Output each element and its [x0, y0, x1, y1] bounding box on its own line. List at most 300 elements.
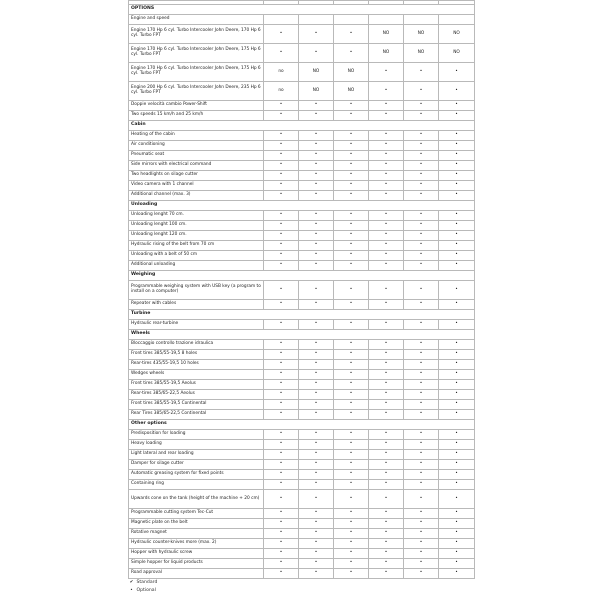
- table-row: [129, 460, 475, 470]
- bullet-icon: •: [130, 588, 133, 593]
- option-label: Heating of the cabin: [129, 131, 264, 141]
- option-value-cell: •: [439, 101, 475, 111]
- option-value-cell: •: [264, 380, 299, 390]
- option-value-cell: •: [264, 261, 299, 271]
- option-value-cell: •: [264, 161, 299, 171]
- option-value-cell: •: [334, 191, 369, 201]
- option-value-cell: [404, 15, 439, 25]
- option-value-cell: •: [299, 509, 334, 519]
- table-row: [129, 320, 475, 330]
- option-value-cell: •: [439, 211, 475, 221]
- option-value-cell: •: [439, 320, 475, 330]
- option-value-cell: •: [334, 440, 369, 450]
- option-value-cell: •: [369, 241, 404, 251]
- option-value-cell: •: [299, 390, 334, 400]
- option-value-cell: •: [264, 241, 299, 251]
- section-title: Unloading: [129, 201, 475, 211]
- legend-standard: [128, 579, 157, 587]
- option-value-cell: •: [369, 340, 404, 350]
- option-value-cell: •: [404, 320, 439, 330]
- option-value-cell: •: [404, 191, 439, 201]
- option-value-cell: •: [404, 231, 439, 241]
- option-value-cell: •: [439, 261, 475, 271]
- table-row: [129, 82, 475, 101]
- option-value-cell: •: [439, 549, 475, 559]
- table-row: [129, 490, 475, 509]
- option-value-cell: •: [334, 350, 369, 360]
- option-label: Two speeds 15 km/h and 25 km/h: [129, 111, 264, 121]
- option-label: Programmable cutting system Tec-Cut: [129, 509, 264, 519]
- option-value-cell: •: [334, 549, 369, 559]
- option-value-cell: NO: [334, 82, 369, 101]
- option-label: Unloading lenght 100 cm.: [129, 221, 264, 231]
- table-row: [129, 450, 475, 460]
- option-value-cell: •: [334, 410, 369, 420]
- option-value-cell: •: [334, 559, 369, 569]
- option-value-cell: •: [334, 211, 369, 221]
- option-label: Front tires 385/55-19,5 8 holes: [129, 350, 264, 360]
- option-value-cell: •: [439, 251, 475, 261]
- option-label: Rear Tires 385/65-22,5 Continental: [129, 410, 264, 420]
- option-value-cell: •: [369, 211, 404, 221]
- table-row: [129, 101, 475, 111]
- option-label: Containing ring: [129, 480, 264, 490]
- option-value-cell: •: [264, 340, 299, 350]
- option-label: Damper for silage cutter: [129, 460, 264, 470]
- option-value-cell: [439, 15, 475, 25]
- option-value-cell: •: [334, 111, 369, 121]
- option-value-cell: •: [299, 151, 334, 161]
- table-row: [129, 151, 475, 161]
- option-value-cell: •: [369, 360, 404, 370]
- option-value-cell: •: [439, 380, 475, 390]
- legend: [128, 579, 157, 595]
- option-label: Unloading with a belt of 50 cm: [129, 251, 264, 261]
- option-value-cell: [299, 15, 334, 25]
- option-value-cell: •: [334, 340, 369, 350]
- option-label: Heavy loading: [129, 440, 264, 450]
- section-row: [129, 420, 475, 430]
- option-value-cell: •: [369, 63, 404, 82]
- option-value-cell: •: [264, 509, 299, 519]
- option-value-cell: •: [334, 529, 369, 539]
- option-value-cell: •: [299, 231, 334, 241]
- option-value-cell: •: [369, 82, 404, 101]
- option-value-cell: •: [299, 241, 334, 251]
- option-value-cell: •: [369, 400, 404, 410]
- option-value-cell: •: [264, 171, 299, 181]
- option-value-cell: •: [439, 141, 475, 151]
- option-value-cell: •: [299, 141, 334, 151]
- section-row: [129, 5, 475, 15]
- table-row: [129, 370, 475, 380]
- option-value-cell: •: [439, 131, 475, 141]
- option-value-cell: •: [299, 559, 334, 569]
- option-value-cell: •: [369, 559, 404, 569]
- option-value-cell: •: [439, 300, 475, 310]
- option-value-cell: •: [439, 440, 475, 450]
- option-label: Rotative magnet: [129, 529, 264, 539]
- option-value-cell: [334, 15, 369, 25]
- option-value-cell: NO: [369, 44, 404, 63]
- option-value-cell: •: [264, 251, 299, 261]
- option-label: Hydraulic rear-turbine: [129, 320, 264, 330]
- option-value-cell: •: [369, 539, 404, 549]
- table-row: [129, 131, 475, 141]
- option-value-cell: •: [404, 430, 439, 440]
- option-value-cell: •: [264, 281, 299, 300]
- option-value-cell: •: [439, 509, 475, 519]
- option-value-cell: NO: [439, 25, 475, 44]
- option-value-cell: •: [404, 340, 439, 350]
- option-value-cell: NO: [334, 63, 369, 82]
- option-value-cell: •: [369, 370, 404, 380]
- option-value-cell: •: [439, 181, 475, 191]
- option-label: Engine and speed: [129, 15, 264, 25]
- section-row: [129, 330, 475, 340]
- option-value-cell: NO: [369, 25, 404, 44]
- option-value-cell: no: [264, 63, 299, 82]
- option-value-cell: •: [369, 171, 404, 181]
- option-value-cell: •: [404, 181, 439, 191]
- option-value-cell: •: [439, 171, 475, 181]
- option-value-cell: •: [334, 44, 369, 63]
- table-row: [129, 440, 475, 450]
- option-value-cell: •: [404, 569, 439, 579]
- option-value-cell: •: [299, 300, 334, 310]
- option-value-cell: •: [264, 519, 299, 529]
- option-label: Engine 170 Hp 6 cyl. Turbo Intercooler John Deere, 175 Hp 6 cyl. Turbo FPT: [129, 44, 264, 63]
- table-row: [129, 181, 475, 191]
- option-value-cell: •: [299, 450, 334, 460]
- option-value-cell: •: [369, 569, 404, 579]
- table-row: [129, 340, 475, 350]
- table-row: [129, 44, 475, 63]
- option-value-cell: •: [334, 370, 369, 380]
- option-label: Unloading lenght 120 cm.: [129, 231, 264, 241]
- option-value-cell: •: [299, 261, 334, 271]
- option-value-cell: •: [334, 360, 369, 370]
- option-value-cell: •: [299, 549, 334, 559]
- option-value-cell: •: [404, 82, 439, 101]
- option-value-cell: •: [264, 400, 299, 410]
- option-value-cell: •: [334, 450, 369, 460]
- option-value-cell: •: [264, 460, 299, 470]
- option-label: Additional unloading: [129, 261, 264, 271]
- table-row: [129, 380, 475, 390]
- option-value-cell: •: [404, 460, 439, 470]
- option-value-cell: •: [404, 539, 439, 549]
- option-value-cell: •: [439, 400, 475, 410]
- table-row: [129, 221, 475, 231]
- option-value-cell: •: [369, 111, 404, 121]
- table-row: [129, 569, 475, 579]
- table-row: [129, 261, 475, 271]
- option-value-cell: •: [404, 241, 439, 251]
- section-row: [129, 201, 475, 211]
- option-value-cell: •: [264, 141, 299, 151]
- option-value-cell: •: [334, 281, 369, 300]
- option-value-cell: •: [439, 529, 475, 539]
- option-value-cell: •: [439, 82, 475, 101]
- option-value-cell: •: [264, 569, 299, 579]
- section-title: Weighing: [129, 271, 475, 281]
- option-value-cell: •: [404, 549, 439, 559]
- option-value-cell: •: [334, 569, 369, 579]
- option-value-cell: •: [439, 63, 475, 82]
- table-row: [129, 400, 475, 410]
- option-value-cell: •: [299, 221, 334, 231]
- table-row: [129, 519, 475, 529]
- option-label: Magnetic plate on the belt: [129, 519, 264, 529]
- option-value-cell: •: [439, 231, 475, 241]
- option-value-cell: •: [264, 131, 299, 141]
- option-value-cell: •: [369, 161, 404, 171]
- section-row: [129, 121, 475, 131]
- option-value-cell: NO: [404, 25, 439, 44]
- option-label: Air conditioning: [129, 141, 264, 151]
- option-value-cell: •: [369, 529, 404, 539]
- option-value-cell: •: [404, 410, 439, 420]
- option-value-cell: •: [369, 300, 404, 310]
- option-value-cell: •: [369, 181, 404, 191]
- table-row: [129, 480, 475, 490]
- option-value-cell: •: [404, 360, 439, 370]
- option-value-cell: •: [439, 161, 475, 171]
- option-value-cell: •: [439, 350, 475, 360]
- option-value-cell: •: [404, 161, 439, 171]
- option-value-cell: •: [439, 470, 475, 480]
- option-value-cell: •: [369, 350, 404, 360]
- option-value-cell: •: [299, 131, 334, 141]
- table-row: [129, 559, 475, 569]
- option-value-cell: •: [264, 390, 299, 400]
- option-value-cell: •: [264, 410, 299, 420]
- option-value-cell: •: [404, 221, 439, 231]
- legend-optional: [128, 587, 157, 595]
- table-row: [129, 350, 475, 360]
- option-value-cell: •: [299, 460, 334, 470]
- section-row: [129, 310, 475, 320]
- option-value-cell: •: [369, 440, 404, 450]
- option-label: Repeater with cables: [129, 300, 264, 310]
- section-title: OPTIONS: [129, 5, 475, 15]
- option-value-cell: •: [404, 490, 439, 509]
- option-value-cell: •: [264, 539, 299, 549]
- option-value-cell: •: [334, 470, 369, 480]
- option-value-cell: •: [439, 340, 475, 350]
- option-value-cell: •: [369, 480, 404, 490]
- option-label: Pneumatic seat: [129, 151, 264, 161]
- option-value-cell: •: [299, 569, 334, 579]
- option-value-cell: •: [264, 549, 299, 559]
- table-row: [129, 430, 475, 440]
- table-row: [129, 241, 475, 251]
- section-title: Cabin: [129, 121, 475, 131]
- option-value-cell: •: [299, 25, 334, 44]
- option-value-cell: •: [369, 141, 404, 151]
- option-value-cell: •: [334, 320, 369, 330]
- option-value-cell: •: [334, 300, 369, 310]
- option-label: Hopper with hydraulic screw: [129, 549, 264, 559]
- option-value-cell: •: [264, 529, 299, 539]
- option-label: Engine 170 Hp 6 cyl. Turbo Intercooler John Deere, 175 Hp 6 cyl. Turbo FPT: [129, 63, 264, 82]
- option-value-cell: •: [264, 25, 299, 44]
- option-label: Front tires 385/55-19,5 Continental: [129, 400, 264, 410]
- option-value-cell: •: [404, 509, 439, 519]
- option-value-cell: •: [369, 390, 404, 400]
- option-value-cell: •: [439, 569, 475, 579]
- option-value-cell: •: [299, 101, 334, 111]
- option-value-cell: •: [369, 251, 404, 261]
- option-label: Wedges wheels: [129, 370, 264, 380]
- option-value-cell: •: [334, 151, 369, 161]
- option-value-cell: •: [369, 261, 404, 271]
- table-row: [129, 410, 475, 420]
- option-label: Engine 170 Hp 6 cyl. Turbo Intercooler John Deere, 170 Hp 6 cyl. Turbo FPT: [129, 25, 264, 44]
- option-value-cell: •: [334, 261, 369, 271]
- option-value-cell: •: [264, 300, 299, 310]
- option-value-cell: •: [439, 519, 475, 529]
- option-value-cell: •: [334, 25, 369, 44]
- option-value-cell: •: [369, 410, 404, 420]
- option-value-cell: •: [439, 151, 475, 161]
- option-label: Upwards cone on the tank (height of the machine + 20 cm): [129, 490, 264, 509]
- section-title: Other options: [129, 420, 475, 430]
- option-value-cell: •: [299, 480, 334, 490]
- option-value-cell: •: [334, 101, 369, 111]
- option-value-cell: •: [299, 430, 334, 440]
- option-value-cell: •: [264, 101, 299, 111]
- option-value-cell: •: [299, 211, 334, 221]
- option-value-cell: •: [299, 340, 334, 350]
- option-value-cell: •: [264, 44, 299, 63]
- option-value-cell: •: [439, 460, 475, 470]
- option-label: Two headlights on silage cutter: [129, 171, 264, 181]
- options-table: [128, 0, 475, 579]
- option-value-cell: •: [369, 430, 404, 440]
- option-value-cell: •: [439, 490, 475, 509]
- option-value-cell: •: [264, 350, 299, 360]
- option-label: Rear-tires 435/55-19,5 10 holes: [129, 360, 264, 370]
- option-value-cell: •: [334, 480, 369, 490]
- option-value-cell: •: [404, 63, 439, 82]
- option-value-cell: •: [404, 400, 439, 410]
- option-label: Programmable weighing system with USB key (a program to install on a computer): [129, 281, 264, 300]
- option-value-cell: •: [334, 490, 369, 509]
- option-value-cell: •: [299, 111, 334, 121]
- option-value-cell: •: [264, 320, 299, 330]
- legend-standard-label: Standard: [136, 580, 158, 585]
- table-row: [129, 231, 475, 241]
- option-value-cell: •: [404, 281, 439, 300]
- option-value-cell: •: [264, 221, 299, 231]
- option-value-cell: NO: [439, 44, 475, 63]
- option-value-cell: •: [439, 410, 475, 420]
- option-value-cell: •: [299, 191, 334, 201]
- option-value-cell: •: [334, 241, 369, 251]
- table-row: [129, 111, 475, 121]
- options-table-body: [129, 1, 475, 579]
- option-value-cell: •: [264, 231, 299, 241]
- option-label: Bloccaggio controllo trazione idraulica: [129, 340, 264, 350]
- section-title: Wheels: [129, 330, 475, 340]
- option-value-cell: •: [369, 221, 404, 231]
- option-value-cell: •: [369, 509, 404, 519]
- option-label: Video camera with 1 channel: [129, 181, 264, 191]
- option-value-cell: [264, 15, 299, 25]
- option-value-cell: •: [299, 44, 334, 63]
- table-row: [129, 470, 475, 480]
- option-value-cell: •: [299, 519, 334, 529]
- option-value-cell: •: [439, 559, 475, 569]
- options-table-container: [128, 0, 474, 579]
- option-value-cell: •: [264, 111, 299, 121]
- option-value-cell: •: [439, 539, 475, 549]
- option-value-cell: •: [264, 370, 299, 380]
- option-value-cell: •: [299, 350, 334, 360]
- option-value-cell: •: [264, 151, 299, 161]
- option-label: Additional channel (max. 3): [129, 191, 264, 201]
- option-value-cell: •: [404, 440, 439, 450]
- option-value-cell: •: [299, 440, 334, 450]
- option-value-cell: •: [404, 380, 439, 390]
- option-value-cell: no: [264, 82, 299, 101]
- option-value-cell: NO: [299, 63, 334, 82]
- option-value-cell: •: [299, 181, 334, 191]
- option-value-cell: •: [299, 370, 334, 380]
- table-row: [129, 529, 475, 539]
- option-value-cell: •: [369, 101, 404, 111]
- option-label: Predisposition for loading: [129, 430, 264, 440]
- option-value-cell: •: [369, 131, 404, 141]
- table-row: [129, 161, 475, 171]
- option-value-cell: •: [369, 281, 404, 300]
- option-value-cell: •: [369, 191, 404, 201]
- option-value-cell: •: [369, 460, 404, 470]
- option-value-cell: •: [404, 350, 439, 360]
- table-row: [129, 191, 475, 201]
- table-row: [129, 539, 475, 549]
- option-value-cell: •: [334, 181, 369, 191]
- option-value-cell: •: [334, 430, 369, 440]
- table-row: [129, 509, 475, 519]
- option-value-cell: •: [369, 470, 404, 480]
- option-label: Light lateral and rear loading: [129, 450, 264, 460]
- option-value-cell: •: [334, 161, 369, 171]
- option-value-cell: •: [264, 360, 299, 370]
- option-value-cell: •: [404, 450, 439, 460]
- option-value-cell: •: [299, 251, 334, 261]
- option-label: Simple hopper for liquid products: [129, 559, 264, 569]
- option-value-cell: •: [439, 480, 475, 490]
- option-value-cell: •: [404, 101, 439, 111]
- option-value-cell: •: [299, 410, 334, 420]
- option-value-cell: •: [264, 440, 299, 450]
- option-value-cell: •: [264, 430, 299, 440]
- option-value-cell: •: [439, 370, 475, 380]
- option-label: Rear-tires 385/65-22,5 Aeolus: [129, 390, 264, 400]
- table-row: [129, 141, 475, 151]
- option-value-cell: •: [334, 141, 369, 151]
- option-value-cell: •: [334, 171, 369, 181]
- option-value-cell: •: [369, 450, 404, 460]
- option-value-cell: •: [334, 251, 369, 261]
- option-label: Hydraulic counter-knives more (max. 2): [129, 539, 264, 549]
- option-value-cell: •: [404, 529, 439, 539]
- option-label: Doppie velocità cambio Power-Shift: [129, 101, 264, 111]
- section-row: [129, 271, 475, 281]
